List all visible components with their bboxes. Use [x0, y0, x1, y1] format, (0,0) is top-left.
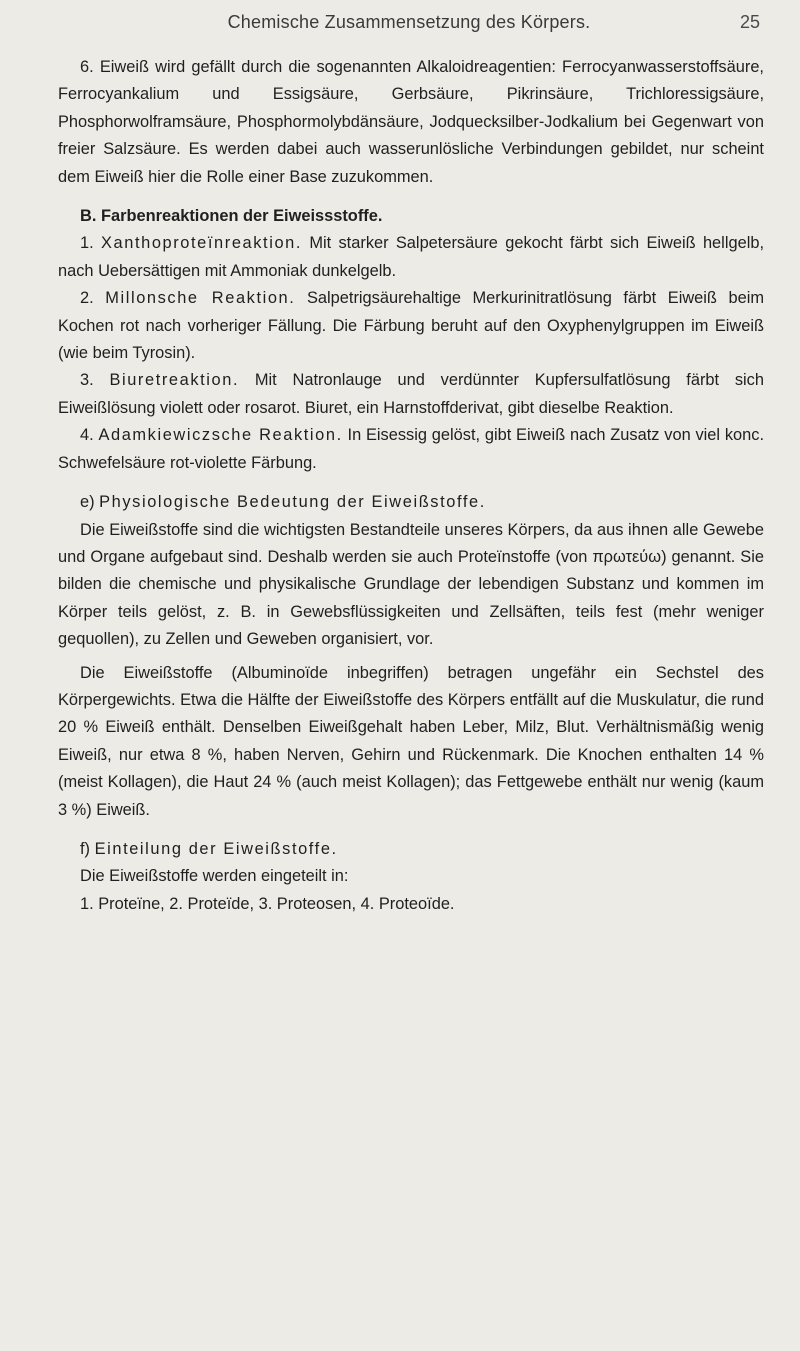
- section-e-heading: [58, 489, 764, 516]
- section-f-list: 1. Proteïne, 2. Proteïde, 3. Proteosen, 4. Proteoïde.: [80, 894, 455, 913]
- paragraph-6: [58, 54, 764, 191]
- reaction-item-4: [58, 422, 764, 477]
- section-marker: e): [80, 493, 95, 512]
- item-number: 3.: [80, 371, 94, 390]
- section-marker: f): [80, 839, 91, 858]
- item-number: 4.: [80, 426, 94, 445]
- page-number: 25: [739, 12, 760, 32]
- section-title: Einteilung der Eiweißstoffe.: [94, 839, 338, 858]
- reaction-item-2: [58, 285, 764, 367]
- section-title: Physiologische Bedeutung der Eiweißstoffe.: [99, 493, 486, 512]
- page-body: [58, 54, 764, 918]
- reaction-text: In Eisessig gelöst, gibt Eiweiß nach Zusatz von viel konc. Schwefelsäure rot-violette Färbung.: [58, 426, 764, 472]
- section-e-paragraph-1: Die Eiweißstoffe sind die wichtigsten Bestandteile unseres Körpers, da aus ihnen alle Gewebe und Organe aufgebaut sind. Deshalb werden sie auch Proteïnstoffe (von πρωτεύω) genannt. Sie bilden die chemische und physikalische Grundlage der lebendigen Substanz und kommen im Körper teils gelöst, z. B. in Gewebsflüssigkeiten und Zellsäften, teils fest (mehr weniger gequollen), zu Zellen und Geweben organisiert, vor.: [58, 520, 764, 649]
- reaction-text: Mit starker Salpetersäure gekocht färbt sich Eiweiß hellgelb, nach Uebersättigen mit Ammoniak dunkelgelb.: [58, 234, 765, 280]
- reaction-name: Adamkiewiczsche Reaktion.: [98, 426, 343, 445]
- item-text: Eiweiß wird gefällt durch die sogenannten Alkaloidreagentien: Ferrocyanwasserstoffsäure, Ferrocyankalium und Essigsäure, Gerbsäure, Pikrinsäure, Trichloressigsäure, Phosphorwolframsäure, Phosphormolybdänsäure, Jodquecksilber-Jodkalium bei Gegenwart von freier Salzsäure. Es werden dabei auch wasserunlösliche Verbindungen gebildet, nur scheint dem Eiweiß hier die Rolle einer Base zuzukommen.: [58, 58, 764, 186]
- section-f-intro: Die Eiweißstoffe werden eingeteilt in:: [80, 867, 349, 886]
- running-head: [58, 12, 760, 36]
- reaction-item-1: [58, 230, 764, 285]
- reaction-name: Xanthoproteïnreaktion.: [100, 234, 303, 253]
- item-number: 1.: [80, 234, 94, 253]
- reaction-text: Salpetrigsäurehaltige Merkurinitratlösung färbt Eiweiß beim Kochen rot nach vorheriger Fällung. Die Färbung beruht auf den Oxyphenylgruppen im Eiweiß (wie beim Tyrosin).: [58, 289, 764, 363]
- reaction-name: Biuretreaktion.: [109, 371, 240, 390]
- page-title: Chemische Zusammensetzung des Körpers.: [227, 12, 591, 32]
- section-f-heading: [58, 836, 764, 863]
- item-number: 6.: [80, 58, 94, 76]
- reaction-name: Millonsche Reaktion.: [105, 289, 296, 308]
- section-b-heading: B. Farbenreaktionen der Eiweissstoffe.: [80, 207, 383, 226]
- reaction-text: Mit Natronlauge und verdünnter Kupfersulfatlösung färbt sich Eiweißlösung violett oder rosarot. Biuret, ein Harnstoffderivat, gibt dieselbe Reaktion.: [58, 371, 764, 417]
- item-number: 2.: [80, 289, 94, 308]
- reaction-item-3: [58, 367, 764, 422]
- section-e-paragraph-2: Die Eiweißstoffe (Albuminoïde inbegriffen) betragen ungefähr ein Sechstel des Körpergewichts. Etwa die Hälfte der Eiweißstoffe des Körpers entfällt auf die Muskulatur, die rund 20 % Eiweiß enthält. Denselben Eiweißgehalt haben Leber, Milz, Blut. Verhältnismäßig wenig Eiweiß, nur etwa 8 %, haben Nerven, Gehirn und Rückenmark. Die Knochen enthalten 14 % (meist Kollagen), die Haut 24 % (auch meist Kollagen); das Fettgewebe enthält nur wenig (kaum 3 %) Eiweiß.: [58, 663, 764, 819]
